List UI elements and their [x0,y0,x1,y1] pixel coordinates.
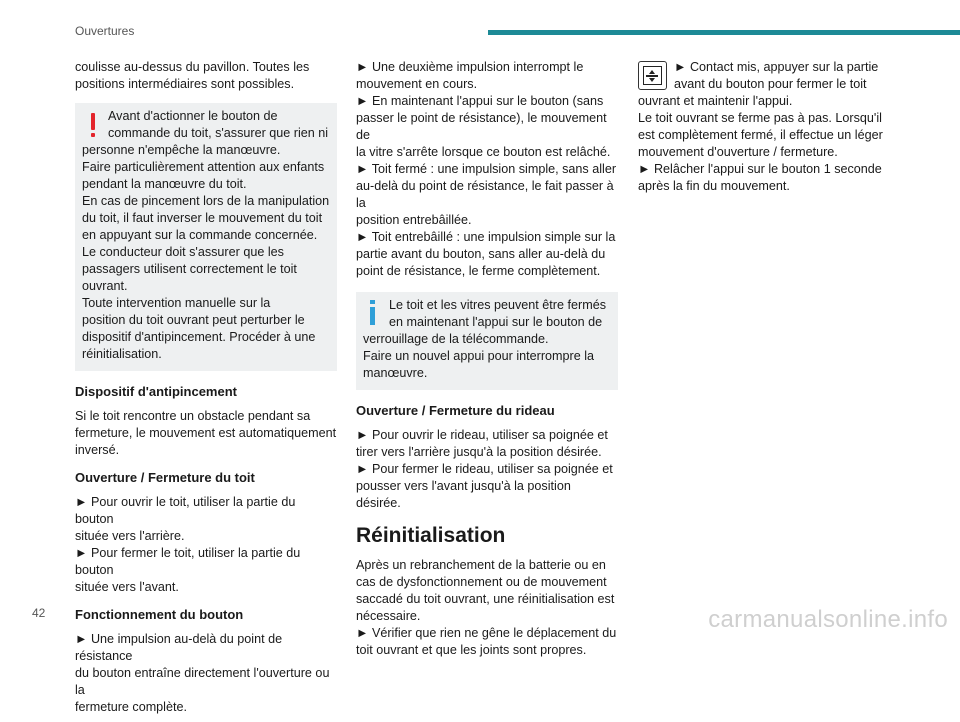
procedure-paragraph [638,59,900,195]
text-line: pendant la manœuvre du toit. [82,177,247,191]
text-line: Toute intervention manuelle sur la [82,296,271,310]
impulses-paragraph [356,59,618,280]
text-line: Faire un nouvel appui pour interrompre la [363,349,595,363]
warning-icon [82,108,104,138]
text-line: ► Toit fermé : une impulsion simple, sans aller [356,162,617,176]
curtain-paragraph [356,427,618,512]
heading-antipinch: Dispositif d'antipincement [75,384,237,399]
text-line: ► Contact mis, appuyer sur la partie [674,60,879,74]
text-line: mouvement en cours. [356,77,478,91]
text-line: ouvrant. [82,279,128,293]
text-line: située vers l'avant. [75,580,179,594]
text-line: point de résistance, le ferme complètement. [356,264,601,278]
text-line: Avant d'actionner le bouton de [108,109,278,123]
roof-paragraph [75,494,337,596]
text-line: ► Vérifier que rien ne gêne le déplacement du [356,626,617,640]
text-line: dispositif d'antipincement. Procéder à une [82,330,316,344]
header-accent-bar [488,30,960,35]
text-line: située vers l'arrière. [75,529,185,543]
button-paragraph [75,631,337,716]
text-line: tirer vers l'arrière jusqu'à la position désirée. [356,445,602,459]
warning-box [75,103,337,371]
reinit-paragraph [356,557,618,659]
text-line: ► Pour fermer le toit, utiliser la partie du bouton [75,546,301,577]
text-line: ► Toit entrebâillé : une impulsion simple sur la [356,230,616,244]
page-number: 42 [32,606,46,620]
antipinch-paragraph [75,408,337,459]
text-line: ► Une deuxième impulsion interrompt le [356,60,584,74]
text-line: du bouton entraîne directement l'ouverture ou la [75,666,330,697]
text-line: saccadé du toit ouvrant, une réinitialisation est [356,592,615,606]
text-line: passer le point de résistance), le mouvement de [356,111,607,142]
text-line: Après un rebranchement de la batterie ou en [356,558,606,572]
text-line: En cas de pincement lors de la manipulation [82,194,330,208]
info-icon [363,297,385,327]
text-line: est complètement fermé, il effectue un léger [638,128,883,142]
text-line: cas de dysfonctionnement ou de mouvement [356,575,607,589]
text-line: position du toit ouvrant peut perturber le [82,313,305,327]
heading-curtain: Ouverture / Fermeture du rideau [356,403,555,418]
text-line: toit ouvrant et que les joints sont propres. [356,643,587,657]
text-line: avant du bouton pour fermer le toit [674,77,867,91]
text-line: partie avant du bouton, sans aller au-delà du [356,247,606,261]
section-title: Ouvertures [75,24,135,38]
text-line: inversé. [75,443,120,457]
text-line: pousser vers l'avant jusqu'à la position désirée. [356,479,571,510]
text-line: Le toit et les vitres peuvent être fermés [389,298,606,312]
watermark: carmanualsonline.info [708,606,948,633]
text-line: Le conducteur doit s'assurer que les [82,245,284,259]
text-line: ► Pour fermer le rideau, utiliser sa poignée et [356,462,613,476]
info-box [356,292,618,390]
column-1 [75,59,337,722]
heading-reinit: Réinitialisation [356,524,506,547]
text-line: positions intermédiaires sont possibles. [75,77,295,91]
text-line: la vitre s'arrête lorsque ce bouton est relâché. [356,145,611,159]
text-line: ouvrant et maintenir l'appui. [638,94,793,108]
text-line: fermeture, le mouvement est automatiquement [75,426,337,440]
text-line: position entrebâillée. [356,213,472,227]
intro-paragraph [75,59,337,93]
text-line: Faire particulièrement attention aux enfants [82,160,325,174]
text-line: coulisse au-dessus du pavillon. Toutes les [75,60,310,74]
text-line: personne n'empêche la manœuvre. [82,143,281,157]
text-line: fermeture complète. [75,700,187,714]
text-line: Si le toit rencontre un obstacle pendant sa [75,409,311,423]
text-line: verrouillage de la télécommande. [363,332,549,346]
text-line: après la fin du mouvement. [638,179,790,193]
column-3 [638,59,900,201]
text-line: ► Pour ouvrir le toit, utiliser la partie du bouton [75,495,296,526]
text-line: nécessaire. [356,609,421,623]
text-line: ► En maintenant l'appui sur le bouton (sans [356,94,604,108]
text-line: ► Une impulsion au-delà du point de résistance [75,632,283,663]
text-line: mouvement d'ouverture / fermeture. [638,145,838,159]
heading-button: Fonctionnement du bouton [75,607,244,622]
text-line: commande du toit, s'assurer que rien ni [108,126,329,140]
text-line: passagers utilisent correctement le toit [82,262,297,276]
text-line: ► Pour ouvrir le rideau, utiliser sa poignée et [356,428,608,442]
heading-roof: Ouverture / Fermeture du toit [75,470,255,485]
column-2 [356,59,618,665]
text-line: en maintenant l'appui sur le bouton de [389,315,603,329]
text-line: ► Relâcher l'appui sur le bouton 1 seconde [638,162,882,176]
text-line: Le toit ouvrant se ferme pas à pas. Lorsqu'il [638,111,882,125]
text-line: au-delà du point de résistance, le fait passer à la [356,179,614,210]
text-line: réinitialisation. [82,347,162,361]
text-line: manœuvre. [363,366,428,380]
text-line: du toit, il faut inverser le mouvement du toit [82,211,323,225]
roof-button-icon [638,61,667,90]
text-line: en appuyant sur la commande concernée. [82,228,318,242]
